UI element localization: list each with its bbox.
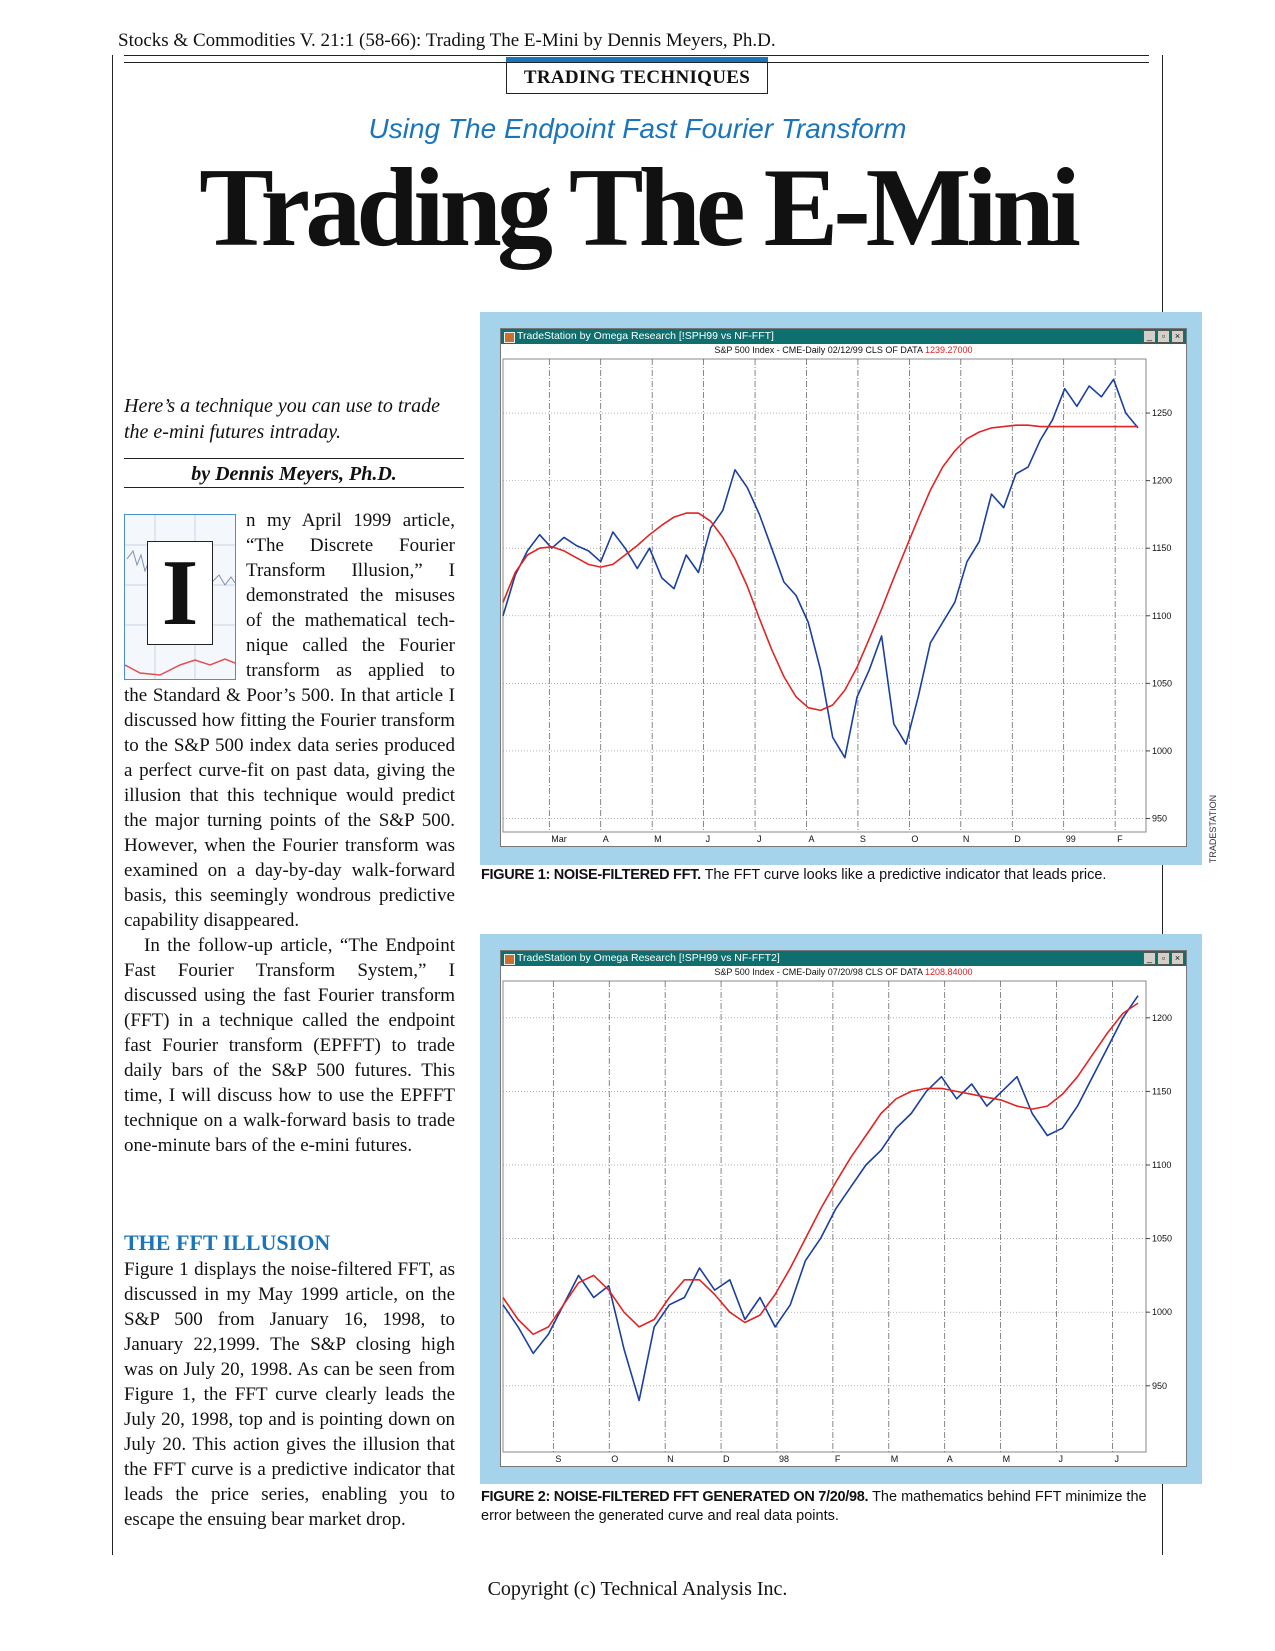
x-tick-label: O [611, 1454, 619, 1464]
department-label: TRADING TECHNIQUES [506, 62, 768, 94]
app-icon [504, 332, 515, 343]
figure-2-chart-header [501, 966, 1186, 979]
x-tick-label: D [723, 1454, 730, 1464]
x-tick-label: J [757, 834, 762, 844]
figure-2-chart [501, 979, 1186, 1464]
y-tick-label: 1150 [1152, 1086, 1172, 1097]
figure-2-window-title: TradeStation by Omega Research [!SPH99 vs NF-FFT2] [517, 952, 780, 964]
x-tick-label: S [555, 1454, 562, 1464]
window-controls [1142, 330, 1184, 345]
para1-line: transform as applied to [246, 660, 455, 681]
figure-2-header-text: S&P 500 Index - CME-Daily 07/20/98 CLS OF DATA [714, 967, 923, 977]
x-tick-label: M [1002, 1454, 1011, 1464]
x-tick-label: A [602, 834, 609, 844]
y-tick-label: 1200 [1152, 475, 1173, 486]
y-tick-label: 1000 [1152, 1307, 1173, 1318]
paragraph-2: In the follow-up article, “The Endpoint Fast Fourier Transform System,” I discussed using the fast Fourier transform (FFT) in a technique called the endpoint fast Fourier transform (EPFFT) to trade daily bars of the S&P 500 futures. This time, I will discuss how to use the EPFFT technique on a walk-forward basis to trade one-minute bars of the e-mini futures. [124, 935, 455, 1156]
para1-line: n my April 1999 article, [246, 510, 455, 531]
para1-line: demonstrated the misuses [246, 585, 455, 606]
figure-2-frame [480, 934, 1202, 1484]
figure-2-titlebar [501, 951, 1186, 966]
figure-2-window [500, 950, 1187, 1467]
x-tick-label: 98 [778, 1454, 789, 1464]
close-icon[interactable]: × [1171, 952, 1184, 965]
figure-1-chart [501, 357, 1186, 844]
x-tick-label: J [705, 834, 711, 844]
y-tick-label: 1000 [1152, 745, 1173, 756]
y-tick-label: 1200 [1152, 1012, 1173, 1023]
figure-1-titlebar [501, 329, 1186, 344]
x-tick-label: A [808, 834, 815, 844]
minimize-icon[interactable]: _ [1143, 952, 1156, 965]
x-tick-label: M [654, 834, 662, 844]
y-tick-label: 1150 [1152, 543, 1172, 554]
x-tick-label: O [911, 834, 919, 844]
figure-2-caption [481, 1488, 1161, 1526]
figure-1-header-text: S&P 500 Index - CME-Daily 02/12/99 CLS OF DATA [714, 345, 923, 355]
paragraph-1-opening [246, 508, 455, 683]
x-tick-label: Mar [551, 834, 567, 844]
copyright: Copyright (c) Technical Analysis Inc. [487, 1578, 788, 1600]
app-icon [504, 954, 515, 965]
y-tick-label: 1100 [1152, 610, 1172, 621]
side-credit-text: TRADESTATION [1208, 794, 1219, 864]
running-head: Stocks & Commodities V. 21:1 (58-66): Trading The E-Mini by Dennis Meyers, Ph.D. [118, 30, 776, 51]
article-subtitle: Using The Endpoint Fast Fourier Transform [368, 113, 907, 144]
x-tick-label: S [859, 834, 866, 844]
body-column [124, 683, 455, 1158]
paragraph-3: Figure 1 displays the noise-filtered FFT, as discussed in my May 1999 article, on the S&P 500 from January 16, 1998, to January 22,1999. The S&P closing high was on July 20, 1998. As can be seen from Figure 1, the FFT curve clearly leads the July 20, 1998, top and is pointing down on July 20. This action gives the illusion that the FFT curve is a predictive indicator that leads the price series, enabling you to escape the ensuing bear market drop. [124, 1259, 455, 1530]
figure-1-caption [481, 866, 1161, 885]
body-column-2 [124, 1257, 455, 1532]
close-icon[interactable]: × [1171, 330, 1184, 343]
figure-2-last-value: 1208.84000 [925, 967, 973, 977]
x-tick-label: D [1014, 834, 1021, 844]
plot-area [503, 359, 1146, 832]
left-column-rule [112, 55, 113, 1555]
para1-line: nique called the Fourier [246, 635, 455, 656]
figure-1-chart-header [501, 344, 1186, 357]
article-deck: Here’s a technique you can use to trade the e-mini futures intraday. [124, 395, 441, 443]
restore-icon[interactable]: ▫ [1157, 952, 1170, 965]
figure-1-caption-text: The FFT curve looks like a predictive indicator that leads price. [700, 867, 1107, 883]
minimize-icon[interactable]: _ [1143, 330, 1156, 343]
figure-1-last-value: 1239.27000 [925, 345, 973, 355]
x-tick-label: F [1117, 834, 1123, 844]
figure-2-caption-label: FIGURE 2: NOISE-FILTERED FFT GENERATED ON 7/20/98. [481, 1489, 869, 1505]
figure-2-caption-text: The mathematics behind FFT minimize the error between the generated curve and real data points. [481, 1489, 1147, 1524]
figure-1-window [500, 328, 1187, 847]
y-tick-label: 1050 [1152, 1233, 1173, 1244]
x-tick-label: J [1114, 1454, 1119, 1464]
y-tick-label: 950 [1152, 813, 1168, 824]
byline: by Dennis Meyers, Ph.D. [124, 458, 464, 488]
dropcap-letter: I [147, 541, 213, 645]
x-tick-label: N [962, 834, 970, 844]
x-tick-label: J [1058, 1454, 1064, 1464]
dropcap-illustration [124, 514, 236, 680]
y-tick-label: 1050 [1152, 678, 1173, 689]
y-tick-label: 1250 [1152, 408, 1173, 419]
plot-area [503, 981, 1146, 1452]
para1-line: of the mathematical tech- [246, 610, 455, 631]
figure-1-frame [480, 312, 1202, 865]
figure-1-window-title: TradeStation by Omega Research [!SPH99 vs NF-FFT] [517, 330, 774, 342]
window-controls [1142, 952, 1184, 967]
para1-line: “The Discrete Fourier [246, 535, 455, 556]
x-tick-label: N [667, 1454, 674, 1464]
article-title: Trading The E-Mini [199, 146, 1076, 270]
restore-icon[interactable]: ▫ [1157, 330, 1170, 343]
para1-line: Transform Illusion,” I [246, 560, 455, 581]
x-tick-label: 99 [1065, 834, 1076, 844]
side-credit [1203, 794, 1219, 864]
header-rule-top [124, 55, 1149, 56]
x-tick-label: A [946, 1454, 953, 1464]
y-tick-label: 1100 [1152, 1159, 1172, 1170]
y-tick-label: 950 [1152, 1380, 1168, 1391]
section-heading: THE FFT ILLUSION [124, 1230, 331, 1255]
figure-1-caption-label: FIGURE 1: NOISE-FILTERED FFT. [481, 867, 701, 883]
x-tick-label: F [834, 1454, 841, 1464]
x-tick-label: M [890, 1454, 899, 1464]
paragraph-1-rest: the Standard & Poor’s 500. In that article I discussed how fitting the Fourier transform to the S&P 500 index data series produced a perfect curve-fit on past data, giving the illusion that this technique would predict the major turning points of the S&P 500. However, when the Fourier transform was examined on a day-by-day walk-forward basis, this seemingly wondrous predictive capability disappeared. [124, 685, 455, 931]
